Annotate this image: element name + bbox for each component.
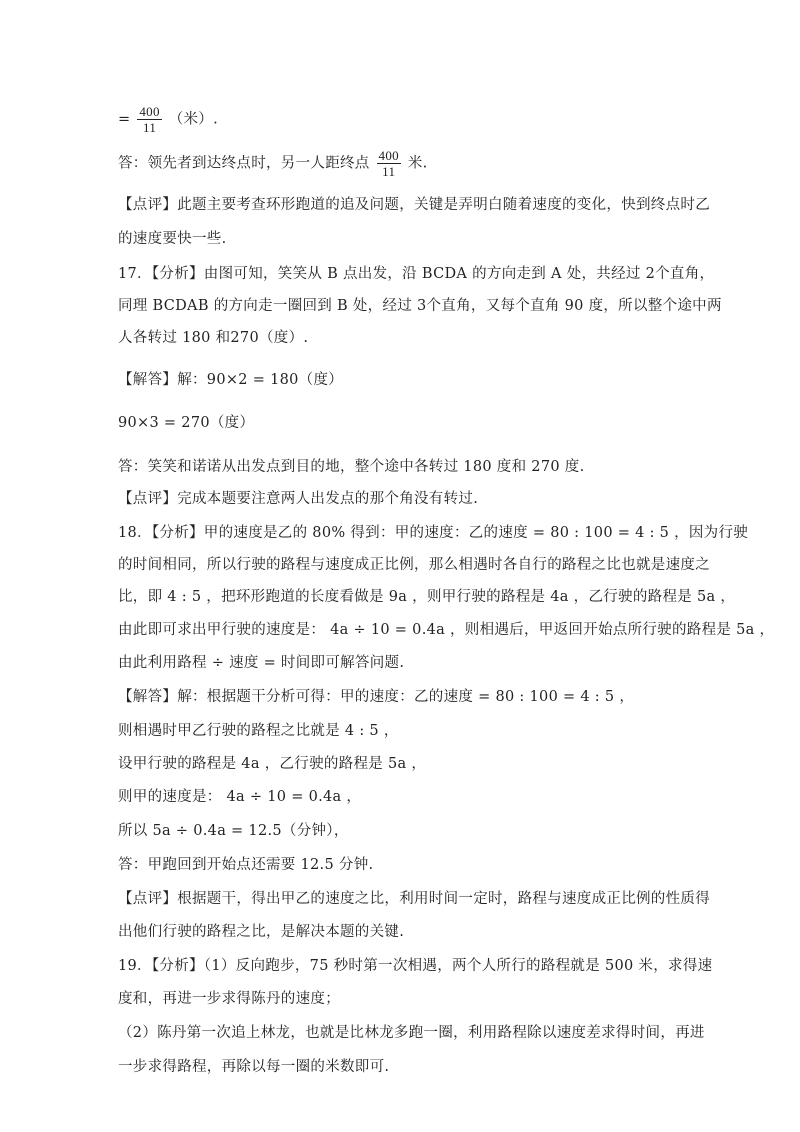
q18-analysis-line-1: 18．【分析】甲的速度是乙的 80% 得到：甲的速度：乙的速度 = 80 : 100 = 4 : 5 ，因为行驶 [118,525,749,541]
q18-solution-line-2: 则相遇时甲乙行驶的路程之比就是 4 : 5 ， [118,723,399,739]
unit-text: 米. [407,155,428,172]
q18-analysis-line-5: 由此利用路程 ÷ 速度 = 时间即可解答问题. [118,655,405,671]
fraction-400-over-11 [137,104,161,135]
q17-answer: 答：笑笑和诺诺从出发点到目的地，整个途中各转过 180 度和 270 度. [118,459,585,475]
fraction-denominator: 11 [382,164,396,179]
answer-text: 答：领先者到达终点时，另一人距终点 [118,155,370,172]
answer-fraction-line [118,104,218,135]
q18-analysis-line-3: 比，即 4 : 5 ，把环形跑道的长度看做是 9a ，则甲行驶的路程是 4a ，乙行驶的路程是 5a ， [118,589,736,605]
q18-solution-line-4: 则甲的速度是： 4a ÷ 10 = 0.4a ， [118,789,362,805]
q18-comment-line-2: 出他们行驶的路程之比，是解决本题的关键. [118,924,405,940]
q19-analysis-line-1: 19．【分析】（1）反向跑步，75 秒时第一次相遇，两个人所行的路程就是 500 米，求得速 [118,958,713,974]
fraction-numerator: 400 [378,148,399,163]
comment-16-line-2: 的速度要快一些. [118,231,227,247]
q18-analysis-line-2: 的时间相同，所以行驶的路程与速度成正比例，那么相遇时各自行的路程之比也就是速度之 [118,557,710,573]
q17-solution-line-1: 【解答】解：90×2 = 180（度） [118,372,344,388]
q19-analysis-line-4: 一步求得路程，再除以每一圈的米数即可. [118,1059,390,1075]
fraction-denominator: 11 [143,120,157,135]
q17-analysis-line-2: 同理 BCDAB 的方向走一圈回到 B 处，经过 3个直角，又每个直角 90 度，所以整个途中两 [118,298,722,314]
q17-solution-line-2: 90×3 = 270（度） [118,415,255,431]
q17-comment: 【点评】完成本题要注意两人出发点的那个角没有转过. [118,491,479,507]
q18-analysis-line-4: 由此即可求出甲行驶的速度是： 4a ÷ 10 = 0.4a ，则相遇后，甲返回开始点所行驶的路程是 5a ， [118,622,775,638]
fraction-numerator: 400 [139,104,160,119]
q18-solution-line-1: 【解答】解：根据题干分析可得：甲的速度：乙的速度 = 80 : 100 = 4 : 5 ， [118,689,635,705]
q19-analysis-line-2: 度和，再进一步求得陈丹的速度； [118,991,340,1007]
q18-comment-line-1: 【点评】根据题干，得出甲乙的速度之比，利用时间一定时，路程与速度成正比例的性质得 [118,891,710,907]
comment-16-line-1: 【点评】此题主要考查环形跑道的追及问题，关键是弄明白随着速度的变化，快到终点时乙 [118,197,710,213]
q18-solution-line-5: 所以 5a ÷ 0.4a = 12.5（分钟）， [118,823,349,839]
answer-line-16 [118,148,428,179]
unit-text: （米）. [168,111,219,128]
q17-analysis-line-3: 人各转过 180 和270（度）. [118,330,309,346]
equals-sign: = [118,111,131,128]
fraction-400-over-11 [377,148,401,179]
q19-analysis-line-3: （2）陈丹第一次追上林龙，也就是比林龙多跑一圈，利用路程除以速度差求得时间，再进 [118,1025,705,1041]
q17-analysis-line-1: 17．【分析】由图可知，笑笑从 B 点出发，沿 BCDA 的方向走到 A 处，共经过 2个直角， [118,266,715,282]
q18-solution-line-3: 设甲行驶的路程是 4a ，乙行驶的路程是 5a ， [118,756,427,772]
q18-answer: 答：甲跑回到开始点还需要 12.5 分钟. [118,857,374,873]
